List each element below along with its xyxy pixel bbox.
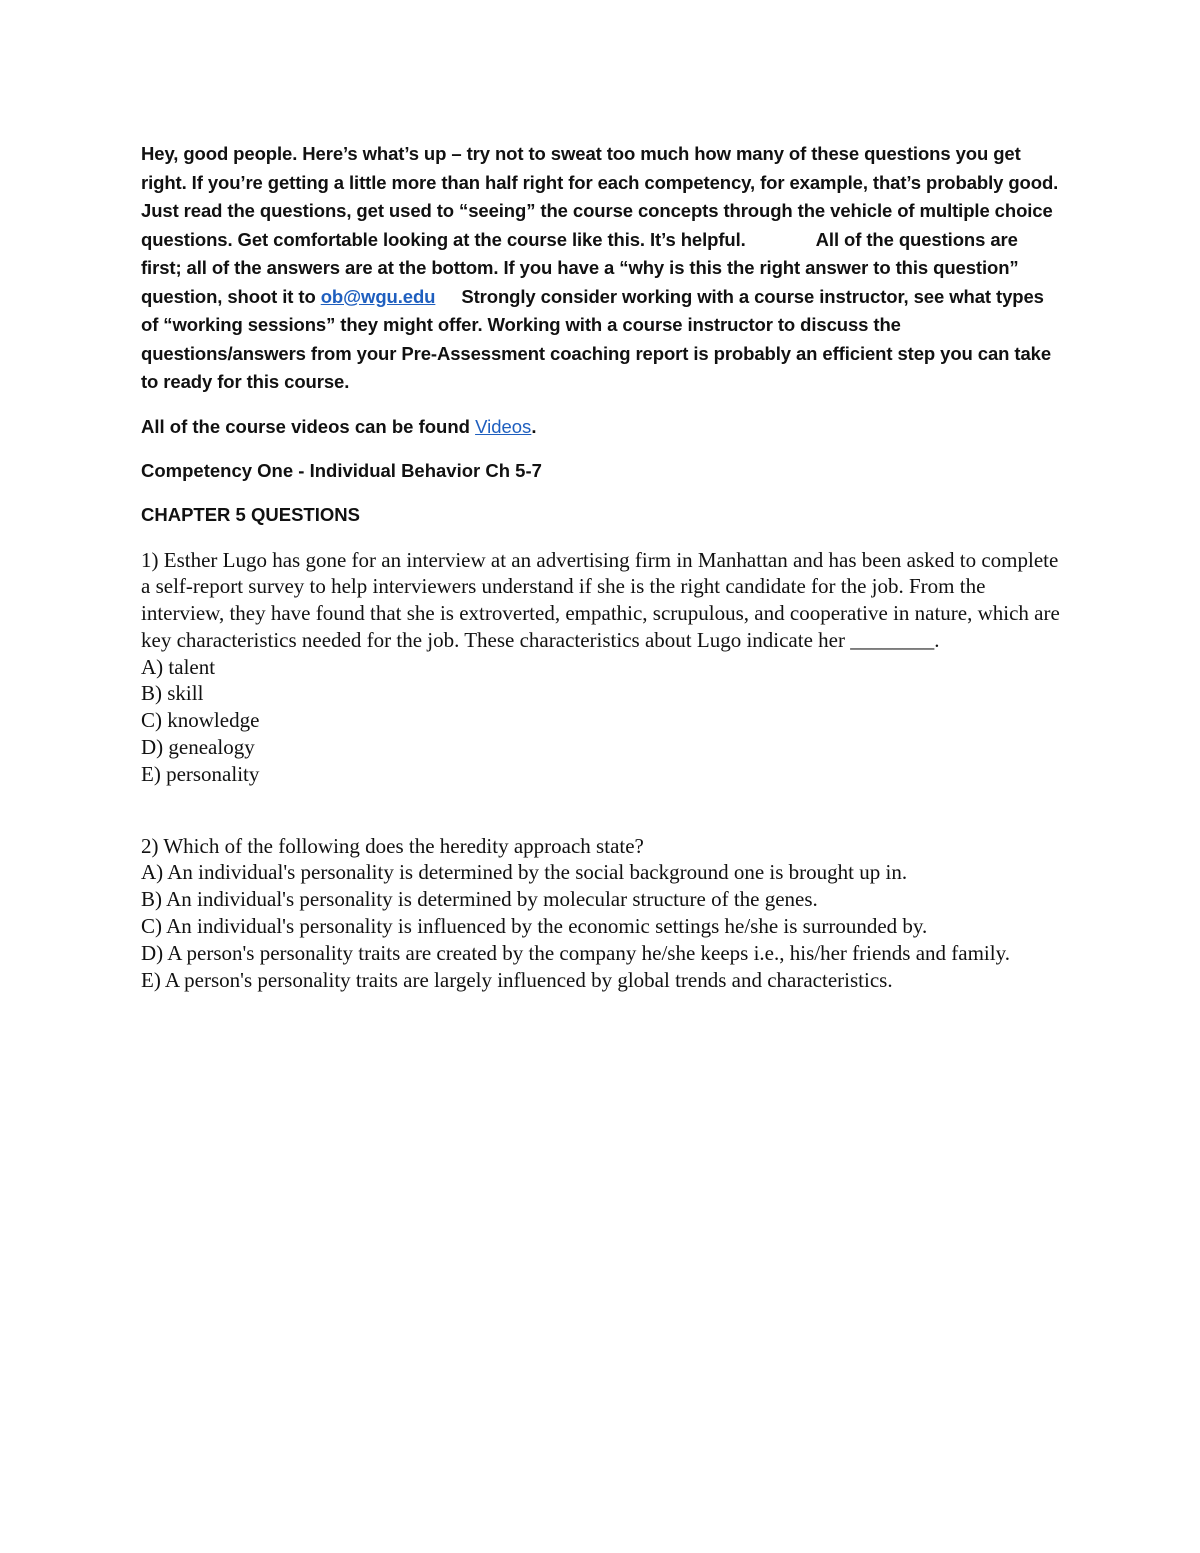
intro-paragraph (141, 140, 1061, 397)
page-content (141, 140, 1061, 993)
videos-suffix: . (531, 415, 537, 437)
question-stem: 1) Esther Lugo has gone for an interview at an advertising firm in Manhattan and has been asked to complete a self-report survey to help interviewers understand if she is the right candidate for the job. From the interview, they have found that she is extroverted, empathic, scrupulous, and cooperative in nature, which are key characteristics needed for the job. These characteristics about Lugo indicate her ________. (141, 547, 1060, 652)
videos-line (141, 413, 1061, 441)
intro-text-3: Strongly consider working with a course instructor, see what types of “working sessions” they might offer. Working with a course instructor to discuss the questions/answers from your Pre-Assessment coaching report is probably an efficient step you can take to ready for this course. (141, 285, 1052, 392)
question-1 (141, 547, 1061, 788)
answer-option: E) A person's personality traits are largely influenced by global trends and characteristics. (141, 967, 893, 992)
answer-option: B) An individual's personality is determined by molecular structure of the genes. (141, 887, 818, 912)
answer-option: D) genealogy (141, 735, 255, 760)
question-2 (141, 833, 1061, 994)
question-stem: 2) Which of the following does the heredity approach state? (141, 833, 644, 858)
email-link[interactable]: ob@wgu.edu (320, 285, 436, 307)
answer-option: C) An individual's personality is influenced by the economic settings he/she is surrounded by. (141, 914, 928, 939)
answer-option: C) knowledge (141, 708, 260, 733)
intro-text-2: All of the questions are first; all of the answers are at the bottom. If you have a “why is this the right answer to this question” question, shoot it to (141, 228, 1019, 307)
answer-option: B) skill (141, 681, 204, 706)
answer-option: A) talent (141, 654, 216, 679)
intro-text-1: Hey, good people. Here’s what’s up – try not to sweat too much how many of these questions you get right. If you’re getting a little more than half right for each competency, for example, that’s probably good. Just read the questions, get used to “seeing” the course concepts through the vehicle of multiple choice questions. Get comfortable looking at the course like this. It’s helpful. (141, 143, 1059, 250)
answer-option: E) personality (141, 761, 260, 786)
competency-heading: Competency One - Individual Behavior Ch 5-7 (141, 459, 542, 481)
videos-link[interactable]: Videos (475, 415, 532, 437)
answer-option: A) An individual's personality is determined by the social background one is brought up in. (141, 860, 908, 885)
answer-option: D) A person's personality traits are created by the company he/she keeps i.e., his/her friends and family. (141, 940, 1010, 965)
videos-prefix: All of the course videos can be found (141, 415, 476, 437)
chapter-heading: CHAPTER 5 QUESTIONS (141, 503, 360, 525)
